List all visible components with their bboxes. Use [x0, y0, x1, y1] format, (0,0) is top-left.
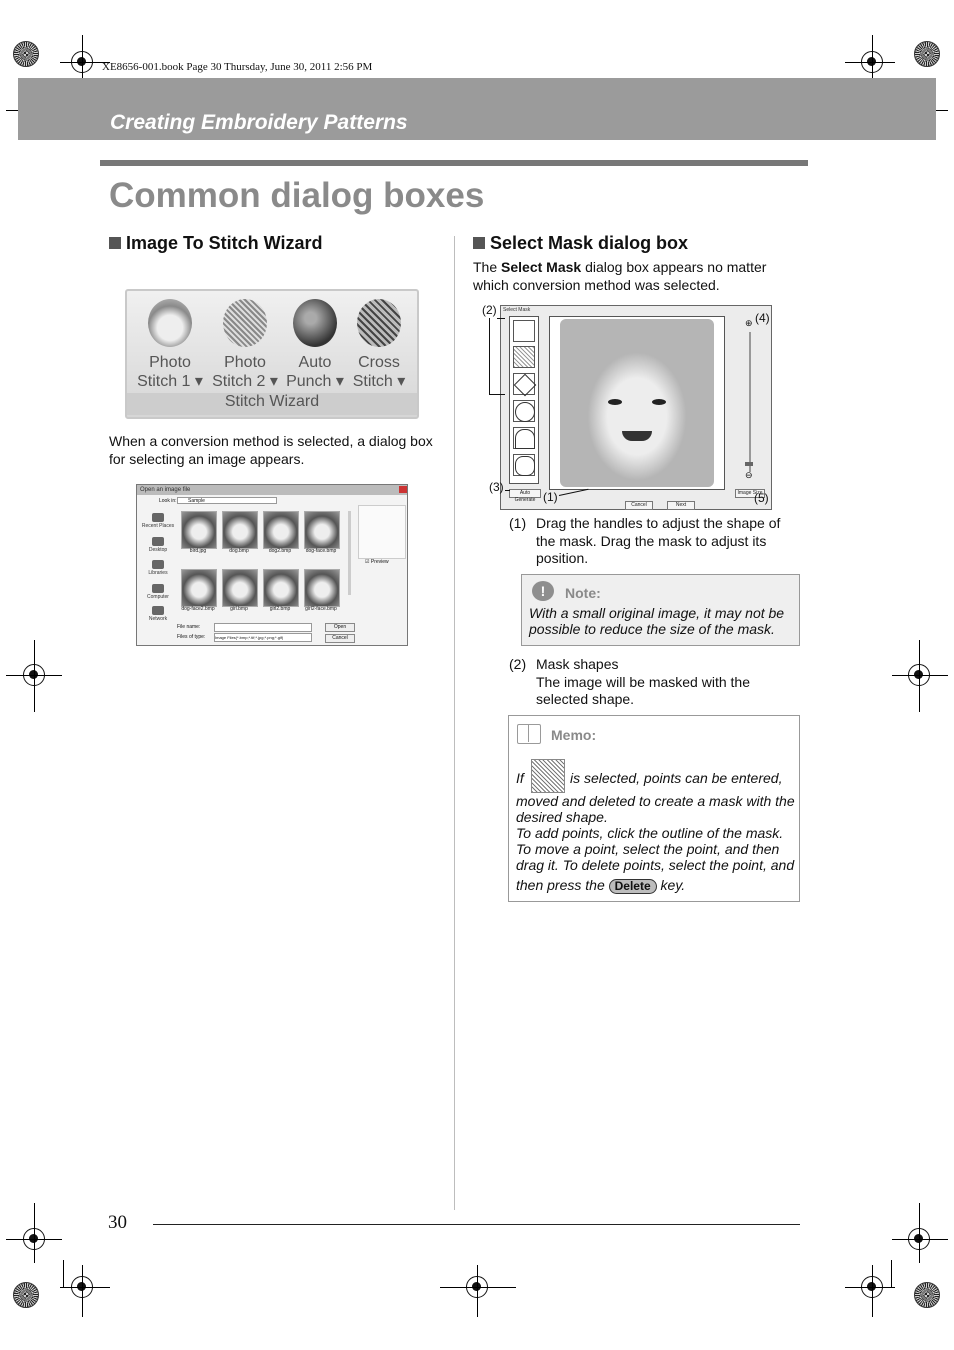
place-desktop[interactable]: Desktop [141, 537, 175, 553]
files-of-type-label: Files of type: [177, 634, 206, 640]
callout-line [489, 394, 505, 395]
file-name: girl.bmp [230, 606, 248, 612]
next-button[interactable]: Next [667, 501, 695, 510]
footer-rule [153, 1224, 800, 1225]
auto-generate-button[interactable]: Auto Generate [509, 489, 541, 498]
zoom-slider[interactable] [749, 332, 751, 472]
dialog-titlebar: Open an image file [137, 485, 407, 495]
preview-checkbox[interactable]: ☑ Preview [365, 559, 389, 565]
callout-4: (4) [755, 311, 770, 325]
file-thumbnail[interactable] [181, 569, 217, 607]
photo-stitch-1-button[interactable]: Photo Stitch 1 ▾ [137, 299, 203, 391]
file-name: dog2.bmp [268, 548, 292, 554]
file-thumbnail[interactable] [304, 511, 340, 549]
heading-bullet-icon [473, 237, 485, 249]
crop-mark [60, 1287, 110, 1288]
crop-mark [477, 1265, 478, 1317]
photo-stitch-2-button[interactable]: Photo Stitch 2 ▾ [212, 299, 278, 391]
mask-shape-list [509, 316, 539, 484]
file-name: dog-face2.bmp [181, 606, 215, 612]
place-libraries[interactable]: Libraries [141, 560, 175, 576]
zoom-in-icon[interactable]: ⊕ [745, 318, 753, 328]
place-network[interactable]: Network [141, 606, 175, 622]
item-2-number: (2) [509, 656, 527, 672]
crop-mark [892, 1239, 948, 1240]
file-thumbnail[interactable] [263, 511, 299, 549]
registration-sunburst-icon [13, 1282, 39, 1308]
place-recent[interactable]: Recent Places [141, 513, 175, 529]
look-in-select[interactable]: Sample [177, 497, 277, 504]
title-rule [100, 160, 808, 166]
apple-icon [293, 299, 337, 347]
rounded-shape-icon[interactable] [513, 454, 535, 476]
memo-book-icon [517, 724, 541, 744]
crop-mark [919, 1203, 920, 1263]
file-name: dog-face.bmp [305, 548, 337, 554]
callout-line [505, 490, 510, 491]
memo-label: Memo: [551, 727, 597, 743]
file-name: dog.bmp [229, 548, 249, 554]
girl-stitch-icon [223, 299, 267, 347]
crop-mark [892, 675, 948, 676]
heading-bullet-icon [109, 237, 121, 249]
column-separator [454, 236, 455, 1210]
callout-line [489, 318, 490, 394]
file-thumbnail[interactable] [222, 511, 258, 549]
memo-after-icon: is selected, points can be entered, [570, 770, 783, 786]
note-box [521, 574, 800, 646]
file-name-label: File name: [177, 624, 201, 630]
chapter-title: Creating Embroidery Patterns [110, 111, 408, 134]
arch-shape-icon[interactable] [513, 427, 535, 449]
note-label: Note: [565, 585, 601, 601]
file-thumbnail[interactable] [222, 569, 258, 607]
cancel-button[interactable]: Cancel [325, 634, 355, 643]
page-title: Common dialog boxes [109, 176, 485, 215]
registration-sunburst-icon [914, 41, 940, 67]
print-info: XE8656-001.book Page 30 Thursday, June 30, 2011 2:56 PM [102, 61, 373, 73]
delete-key-icon: Delete [609, 879, 657, 894]
select-mask-dialog [500, 305, 772, 510]
left-paragraph: When a conversion method is selected, a dialog box for selecting an image appears. [109, 433, 433, 467]
note-text: With a small original image, it may not be possible to reduce the size of the mask. [529, 605, 785, 637]
file-name: bird.jpg [189, 548, 207, 554]
image-to-stitch-heading: Image To Stitch Wizard [109, 233, 323, 254]
crop-mark [919, 640, 920, 712]
callout-1: (1) [543, 490, 558, 504]
star-shape-icon [531, 759, 565, 793]
look-in-label: Look in: [159, 498, 177, 504]
mask-image-area[interactable] [549, 316, 725, 490]
item-2-text: Mask shapes The image will be masked with the selected shape. [536, 656, 750, 707]
select-mask-intro: The Select Mask dialog box appears no matter which conversion method was selected. [473, 259, 767, 293]
crop-mark [845, 1287, 895, 1288]
girl-photo-icon [148, 299, 192, 347]
crop-mark [34, 640, 35, 712]
stitch-wizard-ribbon [125, 289, 419, 419]
crop-mark [34, 1203, 35, 1263]
registration-sunburst-icon [914, 1282, 940, 1308]
auto-punch-button[interactable]: Auto Punch ▾ [282, 299, 348, 391]
circle-shape-icon[interactable] [513, 400, 535, 422]
callout-3: (3) [489, 480, 504, 494]
place-computer[interactable]: Computer [141, 584, 175, 600]
callout-2: (2) [482, 303, 497, 317]
zoom-slider-thumb[interactable] [745, 462, 753, 466]
cancel-button[interactable]: Cancel [625, 501, 653, 510]
memo-text: moved and deleted to create a mask with the desired shape. To add points, click the outline of the mask. To move a point, select the point, and then drag it. To delete points, select the point, and then press the Delete key. [516, 793, 795, 893]
preview-pane [358, 505, 406, 559]
crop-mark [845, 62, 895, 63]
image-size-button[interactable]: Image Size [735, 489, 765, 498]
square-shape-icon[interactable] [513, 320, 535, 342]
zoom-out-icon[interactable]: ⊖ [745, 470, 753, 480]
note-alert-icon: ! [532, 581, 554, 601]
file-name: girl2-face.bmp [305, 606, 337, 612]
crop-mark [440, 1287, 516, 1288]
callout-line [497, 318, 505, 319]
file-name: girl2.bmp [269, 606, 291, 612]
file-name-input[interactable] [214, 623, 312, 632]
page-number: 30 [108, 1212, 127, 1233]
diamond-shape-icon[interactable] [513, 373, 535, 395]
cross-stitch-button[interactable]: Cross Stitch ▾ [346, 299, 412, 391]
crop-mark [891, 1260, 892, 1288]
select-mask-heading: Select Mask dialog box [473, 233, 688, 254]
memo-if: If [516, 770, 524, 786]
dialog-titlebar: Select Mask [503, 307, 531, 313]
cross-stitch-heart-icon [357, 299, 401, 347]
girl-photo [560, 319, 714, 487]
file-thumbnail[interactable] [304, 569, 340, 607]
close-icon[interactable] [399, 486, 407, 493]
chapter-header-band [18, 78, 936, 140]
scrollbar[interactable] [348, 511, 351, 595]
file-thumbnail[interactable] [263, 569, 299, 607]
ribbon-group-label: Stitch Wizard [127, 393, 417, 415]
registration-sunburst-icon [13, 41, 39, 67]
crop-mark [82, 1265, 83, 1317]
open-image-dialog [136, 484, 408, 646]
callout-5: (5) [754, 491, 769, 505]
star-shape-icon[interactable] [513, 346, 535, 368]
memo-box [508, 715, 800, 902]
crop-mark [872, 1265, 873, 1317]
files-of-type-select[interactable]: Image Files(*.bmp;*.tif;*.jpg;*.png;*.gif) [214, 633, 312, 642]
open-button[interactable]: Open [325, 623, 355, 632]
item-1-text: Drag the handles to adjust the shape of the mask. Drag the mask to adjust its position. [536, 515, 781, 566]
file-thumbnail[interactable] [181, 511, 217, 549]
item-1-number: (1) [509, 515, 527, 531]
crop-mark [63, 1260, 64, 1288]
